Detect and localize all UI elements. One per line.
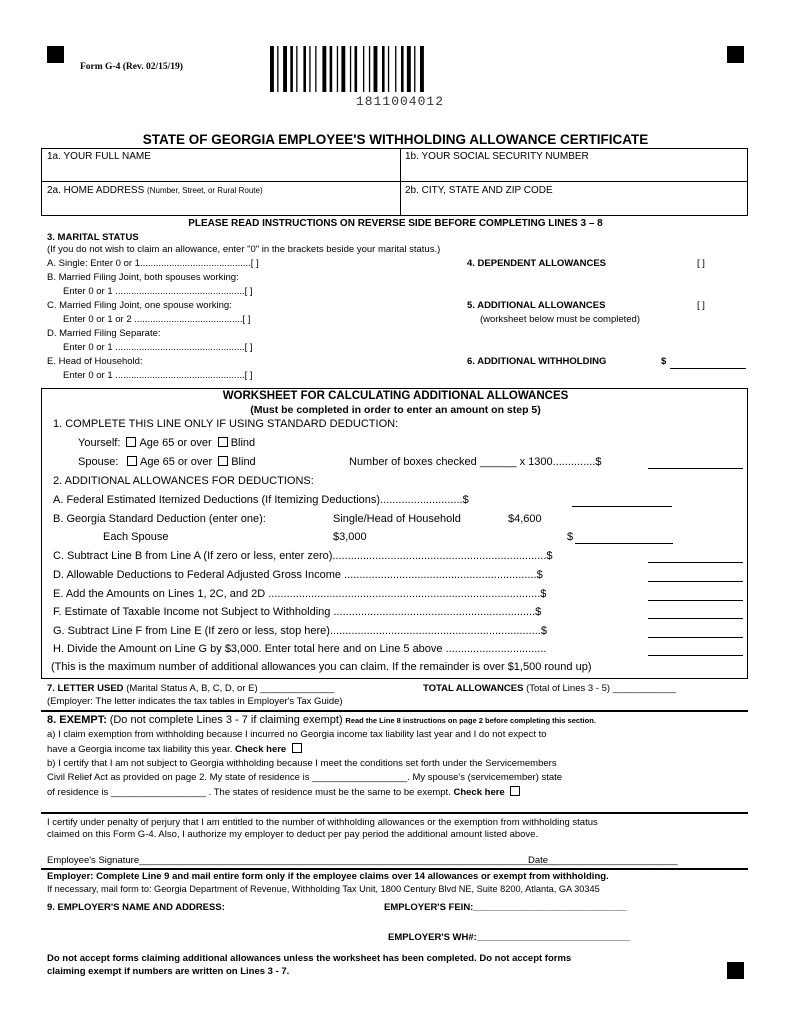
worksheet-line-f: F. Estimate of Taxable Income not Subject to Withholding ..................................................................$	[53, 606, 542, 618]
line-b-dollar: $	[567, 531, 574, 543]
certify-line2: claimed on this Form G-4. Also, I authorize my employer to deduct per pay period the additional amount listed above.	[47, 829, 539, 840]
marital-line-d[interactable]: Enter 0 or 1 .................................................[ ]	[63, 342, 253, 353]
worksheet-line-d: D. Allowable Deductions to Federal Adjusted Gross Income ...............................................................$	[53, 569, 543, 581]
additional-withholding-field[interactable]	[670, 368, 746, 369]
barcode-bar	[374, 46, 378, 92]
barcode-bar	[296, 46, 297, 92]
home-address-label: 2a. HOME ADDRESS (Number, Street, or Rural Route)	[47, 185, 263, 196]
blind-label: Blind	[230, 437, 256, 449]
full-name-field[interactable]	[106, 150, 396, 178]
barcode-bar	[270, 46, 274, 92]
full-name-label: 1a. YOUR FULL NAME	[47, 151, 151, 162]
exempt-a-line2	[47, 743, 305, 755]
boxes-checked-amount-field[interactable]	[648, 468, 743, 469]
barcode-bar	[395, 46, 396, 92]
employer-wh-field[interactable]: EMPLOYER'S WH#:_____________________________	[388, 932, 631, 943]
exempt-b-line1: b) I certify that I am not subject to Georgia withholding because I meet the conditions set forth under the Servicemembers	[47, 758, 557, 769]
marital-status-note: (If you do not wish to claim an allowance, enter "0" in the brackets beside your marital status.)	[47, 244, 441, 255]
line-e-amount-field[interactable]	[648, 600, 743, 601]
additional-withholding-dollar: $	[661, 356, 667, 367]
worksheet-line-1: 1. COMPLETE THIS LINE ONLY IF USING STANDARD DEDUCTION:	[53, 418, 399, 430]
employer-instruction: Employer: Complete Line 9 and mail entire form only if the employee claims over 14 allowances or exempt from withholding.	[47, 871, 609, 882]
marital-status-heading: 3. MARITAL STATUS	[47, 232, 139, 243]
age65-label: Age 65 or over	[140, 456, 213, 468]
spouse-age65-checkbox[interactable]	[127, 456, 137, 466]
box-divider-v	[400, 148, 401, 216]
worksheet-line-g: G. Subtract Line F from Line E (If zero or less, stop here).....................................................................$	[53, 625, 547, 637]
letter-used-row	[47, 683, 334, 694]
barcode-bar	[420, 46, 424, 92]
total-allowances-field[interactable]: (Total of Lines 3 - 5) ____________	[526, 683, 677, 694]
worksheet-line-a: A. Federal Estimated Itemized Deductions (If Itemizing Deductions)...........................$	[53, 494, 469, 506]
exempt-a-checkbox[interactable]	[292, 743, 302, 753]
exempt-heading-rest: (Do not complete Lines 3 - 7 if claiming exempt)	[109, 714, 343, 726]
barcode-bar	[337, 46, 338, 92]
worksheet-line-c: C. Subtract Line B from Line A (If zero or less, enter zero)......................................................................$	[53, 550, 553, 562]
exempt-a-line1: a) I claim exemption from withholding because I incurred no Georgia income tax liability last year and I do not expect to	[47, 729, 547, 740]
section-divider	[41, 868, 748, 870]
barcode-bar	[322, 46, 326, 92]
exempt-b-line2[interactable]: Civil Relief Act as provided on page 2. My state of residence is __________________. My spouse's (servicemember) state	[47, 772, 563, 783]
barcode-bar	[350, 46, 351, 92]
section-divider	[41, 710, 748, 712]
city-state-zip-label: 2b. CITY, STATE AND ZIP CODE	[405, 185, 553, 196]
barcode-bar	[388, 46, 389, 92]
date-field[interactable]: Date ________________________	[528, 855, 678, 866]
exempt-heading: 8. EXEMPT:	[47, 714, 107, 726]
letter-used-field[interactable]: (Marital Status A, B, C, D, or E) ______________	[126, 683, 335, 694]
dependent-allowances-field[interactable]: [ ]	[697, 258, 705, 269]
section-divider	[41, 812, 748, 814]
registration-mark-bottom-right	[727, 962, 744, 979]
line-h-amount-field[interactable]	[648, 655, 743, 656]
barcode-bar	[355, 46, 358, 92]
marital-line-d-label: D. Married Filing Separate:	[47, 328, 161, 339]
line-f-amount-field[interactable]	[648, 618, 743, 619]
barcode-bar	[309, 46, 310, 92]
exempt-b-text[interactable]: of residence is __________________ . The states of residence must be the same to be exempt.	[47, 787, 451, 798]
form-id: Form G-4 (Rev. 02/15/19)	[80, 62, 183, 72]
footer-line1: Do not accept forms claiming additional allowances unless the worksheet has been completed. Do not accept forms	[47, 953, 572, 964]
barcode-bar	[407, 46, 411, 92]
box-divider-h	[41, 181, 748, 182]
marital-line-b[interactable]: Enter 0 or 1 .................................................[ ]	[63, 286, 253, 297]
yourself-blind-checkbox[interactable]	[218, 437, 228, 447]
spouse-row	[78, 456, 256, 468]
barcode-bar	[303, 46, 306, 92]
barcode-bar	[315, 46, 316, 92]
barcode-bar	[401, 46, 404, 92]
ssn-label: 1b. YOUR SOCIAL SECURITY NUMBER	[405, 151, 589, 162]
worksheet-line-e: E. Add the Amounts on Lines 1, 2C, and 2D .........................................................................................$	[53, 588, 547, 600]
registration-mark-top-left	[47, 46, 64, 63]
additional-allowances-field[interactable]: [ ]	[697, 300, 705, 311]
barcode-bar	[277, 46, 278, 92]
yourself-label: Yourself:	[78, 437, 121, 449]
city-state-zip-field[interactable]	[405, 197, 745, 213]
registration-mark-top-right	[727, 46, 744, 63]
spouse-label: Spouse:	[78, 456, 119, 468]
barcode-bar	[363, 46, 364, 92]
line-d-amount-field[interactable]	[648, 581, 743, 582]
marital-line-c[interactable]: Enter 0 or 1 or 2 .........................................[ ]	[63, 314, 251, 325]
additional-withholding-label: 6. ADDITIONAL WITHHOLDING	[467, 356, 607, 367]
home-address-field[interactable]	[47, 197, 397, 213]
additional-allowances-note: (worksheet below must be completed)	[480, 314, 640, 325]
exempt-heading-row	[47, 714, 596, 726]
employer-letter-note: (Employer: The letter indicates the tax tables in Employer's Tax Guide)	[47, 696, 343, 707]
age65-label: Age 65 or over	[139, 437, 212, 449]
employer-name-address-label: 9. EMPLOYER'S NAME AND ADDRESS:	[47, 902, 225, 913]
dependent-allowances-label: 4. DEPENDENT ALLOWANCES	[467, 258, 606, 269]
max-allowances-note: (This is the maximum number of additional allowances you can claim. If the remainder is over $1,500 round up)	[51, 661, 592, 673]
total-allowances-label: TOTAL ALLOWANCES	[423, 683, 524, 694]
line-c-amount-field[interactable]	[648, 562, 743, 563]
exempt-a-text: have a Georgia income tax liability this year.	[47, 744, 233, 755]
marital-line-a[interactable]: A. Single: Enter 0 or 1..........................................[ ]	[47, 258, 259, 269]
spouse-blind-checkbox[interactable]	[218, 456, 228, 466]
exempt-a-check-label: Check here	[234, 744, 287, 755]
certify-line1: I certify under penalty of perjury that I am entitled to the number of withholding allowances or the exemption from withholding status	[47, 817, 598, 828]
barcode-number: 1811004012	[356, 94, 445, 109]
line-g-amount-field[interactable]	[648, 637, 743, 638]
worksheet-line-h: H. Divide the Amount on Line G by $3,000. Enter total here and on Line 5 above .................................	[53, 643, 547, 655]
page-title: STATE OF GEORGIA EMPLOYEE'S WITHHOLDING ALLOWANCE CERTIFICATE	[142, 132, 649, 147]
marital-line-b-label: B. Married Filing Joint, both spouses working:	[47, 272, 239, 283]
single-hoh-amount: $4,600	[508, 513, 542, 525]
barcode-bar	[330, 46, 333, 92]
employer-fein-field[interactable]: EMPLOYER'S FEIN:_____________________________	[384, 902, 627, 913]
worksheet-subtitle: (Must be completed in order to enter an amount on step 5)	[250, 404, 541, 416]
worksheet-title: WORKSHEET FOR CALCULATING ADDITIONAL ALLOWANCES	[222, 390, 569, 402]
worksheet-line-2: 2. ADDITIONAL ALLOWANCES FOR DEDUCTIONS:	[53, 475, 314, 487]
exempt-b-check-label: Check here	[453, 787, 505, 798]
marital-line-c-label: C. Married Filing Joint, one spouse working:	[47, 300, 232, 311]
employee-signature-field[interactable]: Employee's Signature_______________________________________________________________________________	[47, 855, 557, 866]
single-hoh-label: Single/Head of Household	[333, 513, 461, 525]
barcode-bar	[382, 46, 385, 92]
barcode-bar	[290, 46, 293, 92]
boxes-checked-line: Number of boxes checked ______ x 1300..............$	[349, 456, 602, 468]
letter-used-label: 7. LETTER USED	[47, 683, 124, 694]
barcode	[270, 46, 460, 94]
instructions-banner: PLEASE READ INSTRUCTIONS ON REVERSE SIDE BEFORE COMPLETING LINES 3 – 8	[188, 218, 603, 229]
line-b-amount-field[interactable]	[575, 543, 673, 544]
exempt-heading-note: Read the Line 8 instructions on page 2 before completing this section.	[345, 716, 596, 725]
line-a-amount-field[interactable]	[572, 506, 672, 507]
total-allowances-row	[423, 683, 676, 694]
mail-instruction: If necessary, mail form to: Georgia Department of Revenue, Withholding Tax Unit, 1800 Century Blvd NE, Suite 8200, Atlanta, GA 30345	[47, 884, 600, 894]
each-spouse-amount: $3,000	[333, 531, 367, 543]
worksheet-line-b: B. Georgia Standard Deduction (enter one):	[53, 513, 266, 525]
yourself-row	[78, 437, 255, 449]
ssn-field[interactable]	[405, 163, 745, 179]
barcode-bar	[369, 46, 370, 92]
exempt-b-line3	[47, 786, 523, 798]
footer-line2: claiming exempt if numbers are written on Lines 3 - 7.	[47, 966, 290, 977]
marital-line-e-label: E. Head of Household:	[47, 356, 143, 367]
yourself-age65-checkbox[interactable]	[126, 437, 136, 447]
additional-allowances-label: 5. ADDITIONAL ALLOWANCES	[467, 300, 606, 311]
barcode-bar	[341, 46, 345, 92]
exempt-b-checkbox[interactable]	[510, 786, 520, 796]
barcode-bar	[414, 46, 415, 92]
blind-label: Blind	[231, 456, 256, 468]
barcode-bar	[283, 46, 287, 92]
each-spouse-label: Each Spouse	[103, 531, 169, 543]
marital-line-e[interactable]: Enter 0 or 1 .................................................[ ]	[63, 370, 253, 381]
